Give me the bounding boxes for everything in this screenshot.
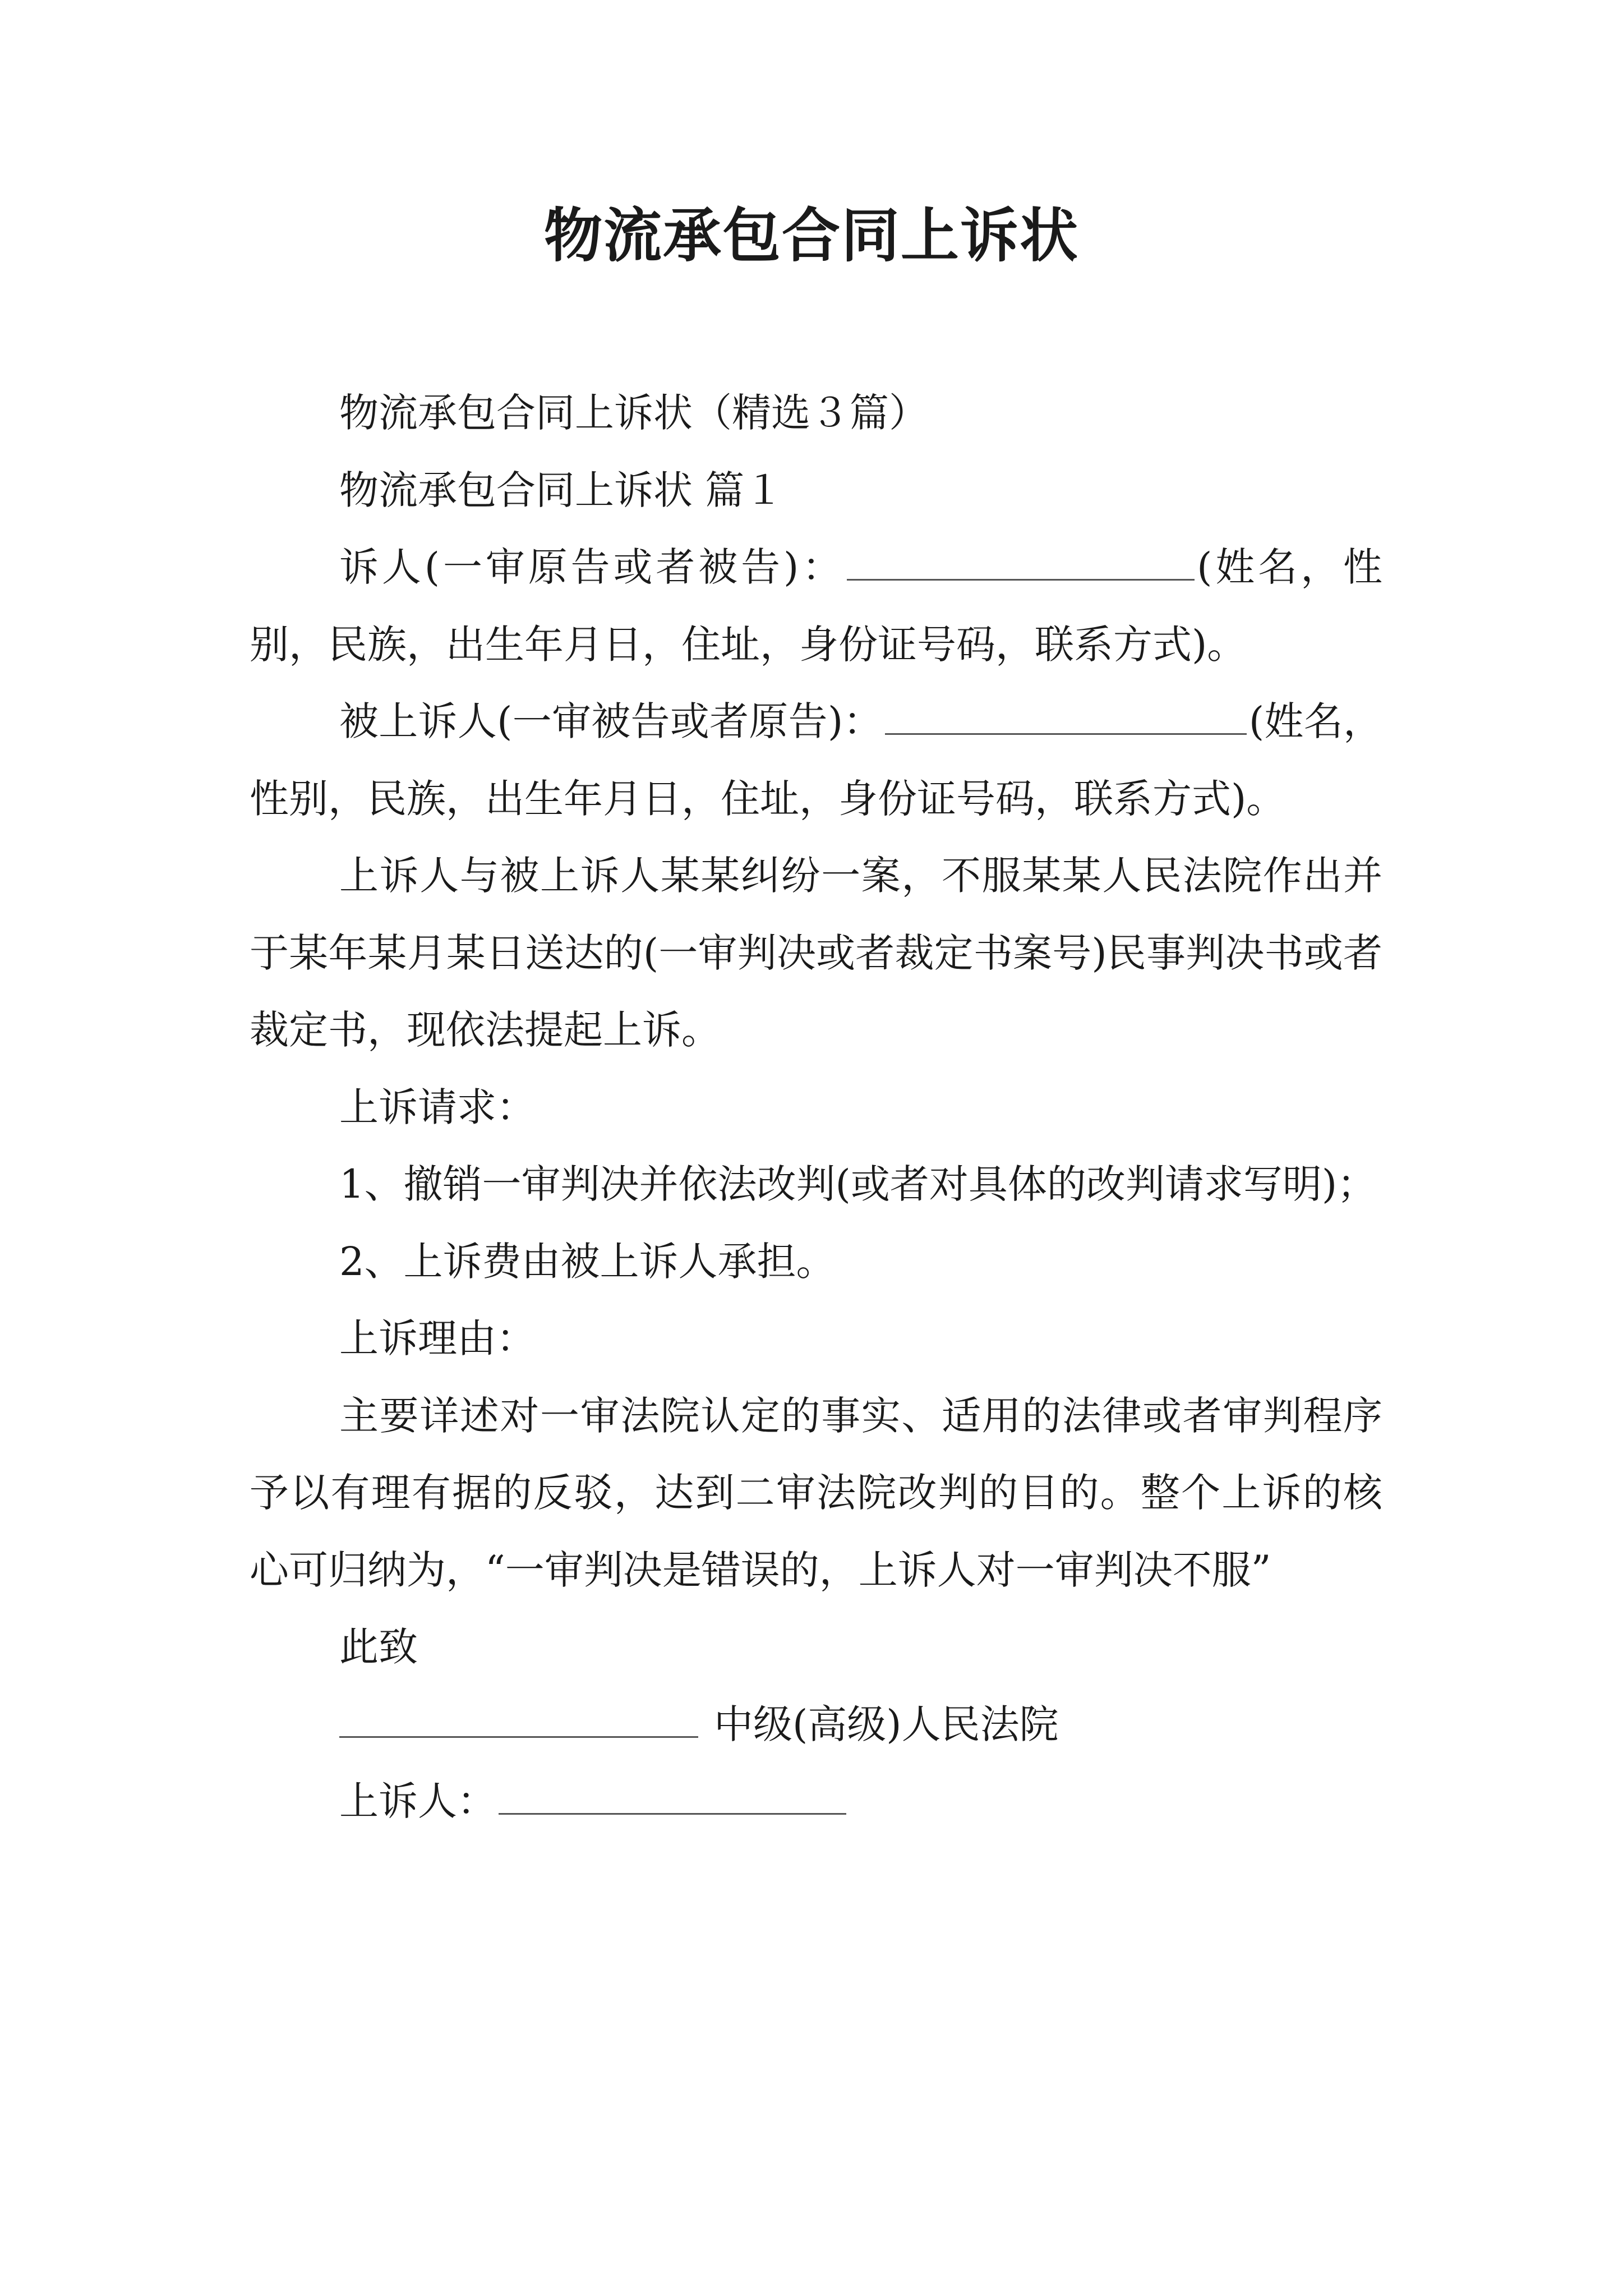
document-body bbox=[250, 375, 1382, 1841]
appellant-paragraph bbox=[250, 529, 1382, 683]
subtitle: 物流承包合同上诉状（精选３篇） bbox=[339, 390, 928, 436]
case-statement: 上诉人与被上诉人某某纠纷一案，不服某某人民法院作出并于某年某月某日送达的(一审判决或者裁定书案号)民事判决书或者裁定书，现依法提起上诉。 bbox=[250, 853, 1382, 1053]
appellee-name-blank bbox=[885, 689, 1247, 735]
court-suffix: 中级(高级)人民法院 bbox=[714, 1701, 1059, 1747]
appellant-details: (姓名，性别，民族，出生年月日，住址，身份证号码，联系方式)。 bbox=[250, 544, 1382, 668]
signature-label: 上诉人： bbox=[339, 1778, 496, 1824]
request-item-2: 2、上诉费由被上诉人承担。 bbox=[339, 1238, 836, 1285]
request-item-1: 1、撤销一审判决并依法改判(或者对具体的改判请求写明)； bbox=[339, 1161, 1377, 1207]
court-name-blank bbox=[339, 1692, 698, 1738]
signature-blank bbox=[499, 1769, 846, 1815]
appellant-label: 诉人(一审原告或者被告)： bbox=[339, 544, 845, 590]
closing-salutation: 此致 bbox=[339, 1624, 418, 1670]
request-heading: 上诉请求： bbox=[339, 1084, 536, 1130]
appellee-paragraph bbox=[250, 683, 1382, 838]
document-title: 物流承包合同上诉状 bbox=[543, 201, 1079, 270]
appellee-label: 被上诉人(一审被告或者原告)： bbox=[339, 698, 883, 744]
appellee-details: (姓名，性别，民族，出生年月日，住址，身份证号码，联系方式)。 bbox=[250, 698, 1382, 822]
reason-heading: 上诉理由： bbox=[339, 1315, 536, 1361]
section-heading: 物流承包合同上诉状 篇１ bbox=[339, 467, 784, 513]
signature-line bbox=[250, 1763, 1382, 1841]
reason-text: 主要详述对一审法院认定的事实、适用的法律或者审判程序予以有理有据的反驳，达到二审法院改判的目的。整个上诉的核心可归纳为，“一审判决是错误的，上诉人对一审判决不服” bbox=[250, 1392, 1382, 1593]
appellant-name-blank bbox=[847, 535, 1195, 581]
court-line bbox=[250, 1686, 1382, 1764]
